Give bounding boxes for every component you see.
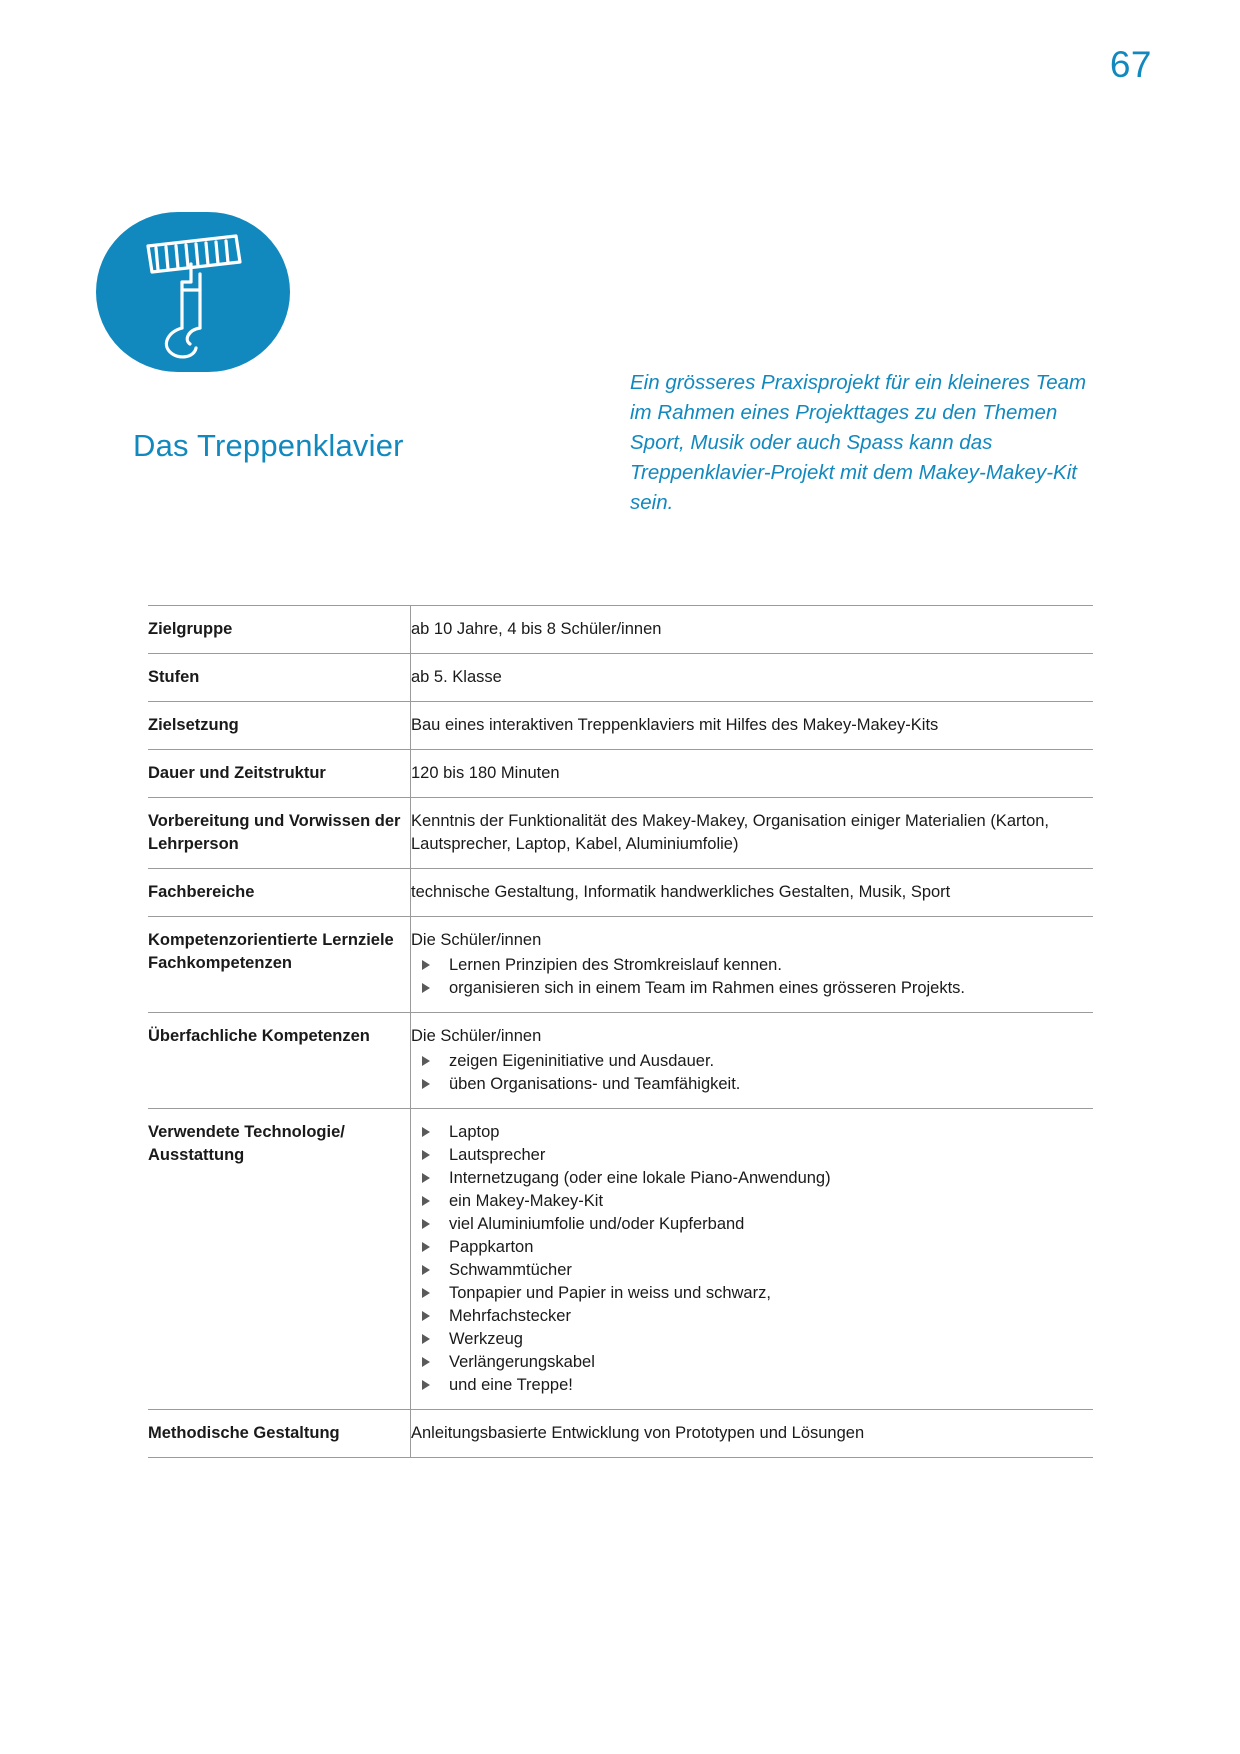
- list-item: Pappkarton: [411, 1236, 1093, 1259]
- row-value: ab 5. Klasse: [411, 654, 1094, 702]
- row-label: Überfachliche Kompetenzen: [148, 1013, 411, 1109]
- table-row: [148, 750, 1093, 798]
- row-value: technische Gestaltung, Informatik handwerkliches Gestalten, Musik, Sport: [411, 869, 1094, 917]
- row-label: Kompetenzorientierte Lernziele Fachkompetenzen: [148, 917, 411, 1013]
- list-item: üben Organisations- und Teamfähigkeit.: [411, 1073, 1093, 1096]
- list-item: viel Aluminiumfolie und/oder Kupferband: [411, 1213, 1093, 1236]
- row-label: Verwendete Technologie/ Ausstattung: [148, 1109, 411, 1410]
- table-row: [148, 917, 1093, 1013]
- list-item: Internetzugang (oder eine lokale Piano-Anwendung): [411, 1167, 1093, 1190]
- row-lead: Die Schüler/innen: [411, 1027, 542, 1045]
- row-value: [411, 1013, 1094, 1109]
- row-value: Kenntnis der Funktionalität des Makey-Makey, Organisation einiger Materialien (Karton, Lautsprecher, Laptop, Kabel, Aluminiumfolie): [411, 798, 1094, 869]
- list-item: und eine Treppe!: [411, 1374, 1093, 1397]
- row-label: Vorbereitung und Vorwissen der Lehrperson: [148, 798, 411, 869]
- page-title: Das Treppenklavier: [133, 428, 404, 463]
- bullet-list: [411, 954, 1093, 1000]
- row-label: Methodische Gestaltung: [148, 1410, 411, 1458]
- specification-table: [148, 605, 1093, 1458]
- table-row: [148, 1013, 1093, 1109]
- row-label: Stufen: [148, 654, 411, 702]
- row-value: Bau eines interaktiven Treppenklaviers mit Hilfes des Makey-Makey-Kits: [411, 702, 1094, 750]
- list-item: Mehrfachstecker: [411, 1305, 1093, 1328]
- bullet-list: [411, 1121, 1093, 1397]
- list-item: zeigen Eigeninitiative und Ausdauer.: [411, 1050, 1093, 1073]
- row-lead: Die Schüler/innen: [411, 931, 542, 949]
- list-item: Werkzeug: [411, 1328, 1093, 1351]
- row-value: [411, 1109, 1094, 1410]
- paint-roller-icon: [96, 212, 290, 372]
- row-label: Zielsetzung: [148, 702, 411, 750]
- row-label: Dauer und Zeitstruktur: [148, 750, 411, 798]
- table-row: [148, 869, 1093, 917]
- row-value: ab 10 Jahre, 4 bis 8 Schüler/innen: [411, 606, 1094, 654]
- table-row: [148, 1109, 1093, 1410]
- row-label: Zielgruppe: [148, 606, 411, 654]
- row-value: Anleitungsbasierte Entwicklung von Prototypen und Lösungen: [411, 1410, 1094, 1458]
- list-item: Lernen Prinzipien des Stromkreislauf kennen.: [411, 954, 1093, 977]
- list-item: organisieren sich in einem Team im Rahmen eines grösseren Projekts.: [411, 977, 1093, 1000]
- table-row: [148, 702, 1093, 750]
- intro-paragraph: Ein grösseres Praxisprojekt für ein kleineres Team im Rahmen eines Projekttages zu den Themen Sport, Musik oder auch Spass kann das Treppenklavier-Projekt mit dem Makey-Makey-Kit sein.: [630, 371, 1087, 514]
- table-row: [148, 654, 1093, 702]
- page-number: 67: [1109, 44, 1152, 85]
- table-row: [148, 798, 1093, 869]
- list-item: Verlängerungskabel: [411, 1351, 1093, 1374]
- row-label: Fachbereiche: [148, 869, 411, 917]
- bullet-list: [411, 1050, 1093, 1096]
- list-item: Laptop: [411, 1121, 1093, 1144]
- list-item: Tonpapier und Papier in weiss und schwarz,: [411, 1282, 1093, 1305]
- row-value: [411, 917, 1094, 1013]
- row-value: 120 bis 180 Minuten: [411, 750, 1094, 798]
- list-item: ein Makey-Makey-Kit: [411, 1190, 1093, 1213]
- table-row: [148, 1410, 1093, 1458]
- table-row: [148, 606, 1093, 654]
- list-item: Schwammtücher: [411, 1259, 1093, 1282]
- list-item: Lautsprecher: [411, 1144, 1093, 1167]
